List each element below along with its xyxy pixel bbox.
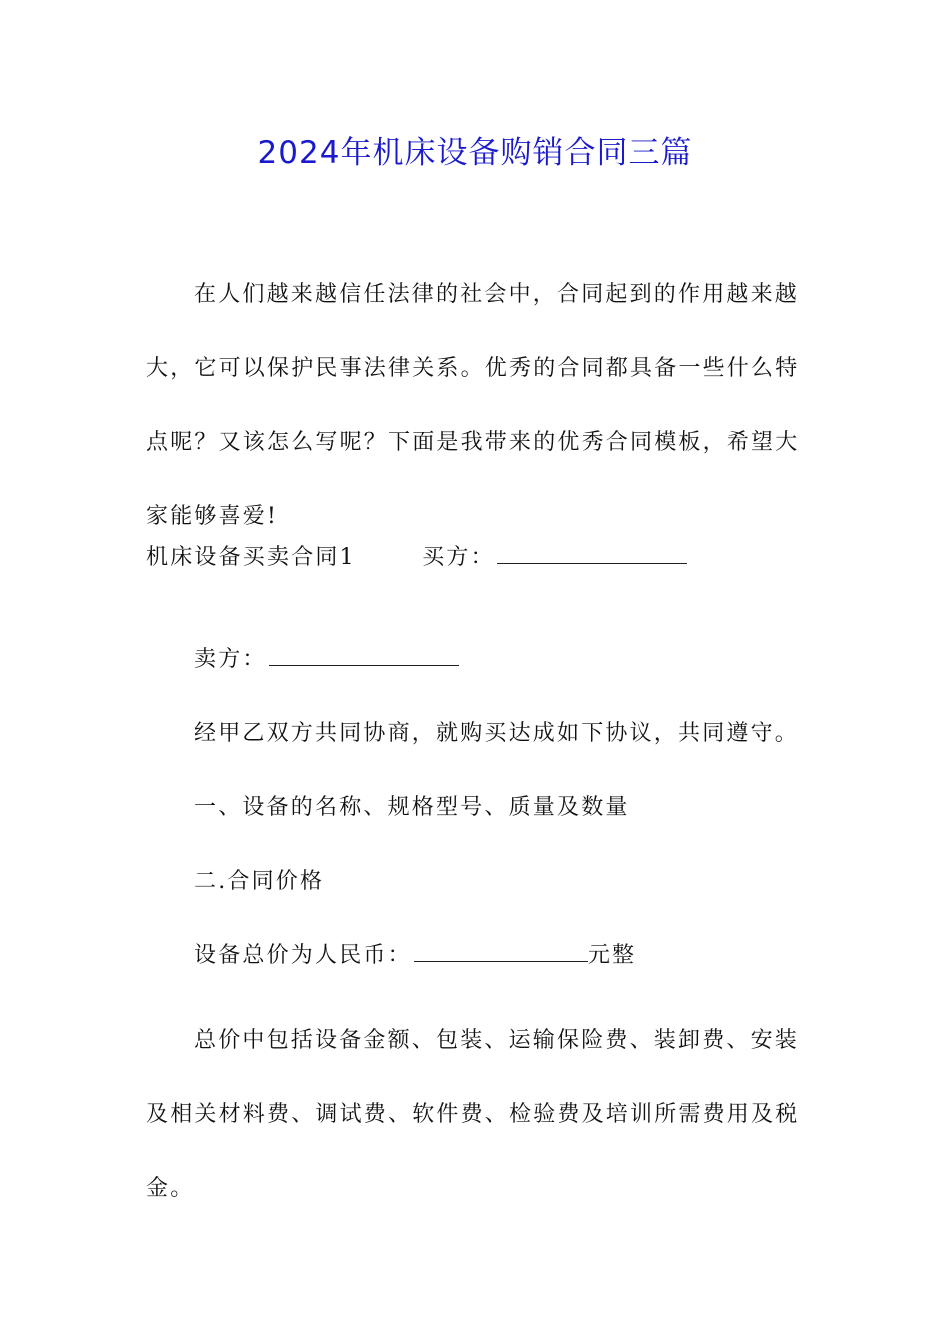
agreement-line: 经甲乙双方共同协商，就购买达成如下协议，共同遵守。 [194, 721, 800, 746]
buyer-label: 买方： [422, 545, 495, 570]
seller-line [194, 640, 459, 680]
contract-heading-line [146, 538, 687, 578]
section-2-heading: 二.合同价格 [194, 869, 325, 894]
contract-title: 机床设备买卖合同1 [146, 545, 356, 570]
seller-label: 卖方： [194, 647, 267, 672]
price-note-paragraph: 总价中包括设备金额、包装、运输保险费、装卸费、安装及相关材料费、调试费、软件费、检验费及培训所需费用及税金。 [146, 1028, 800, 1201]
price-line [194, 936, 636, 976]
section-1-heading: 一、设备的名称、规格型号、质量及数量 [194, 795, 630, 820]
price-suffix: 元整 [587, 943, 637, 968]
document-title: 2024年机床设备购销合同三篇 [257, 135, 693, 171]
seller-blank [269, 643, 459, 666]
buyer-blank [497, 541, 687, 564]
intro-paragraph: 在人们越来越信任法律的社会中，合同起到的作用越来越大，它可以保护民事法律关系。优秀的合同都具备一些什么特点呢？又该怎么写呢？下面是我带来的优秀合同模板，希望大家能够喜爱! [146, 282, 800, 529]
price-label: 设备总价为人民币： [194, 943, 412, 968]
price-blank [414, 939, 588, 962]
